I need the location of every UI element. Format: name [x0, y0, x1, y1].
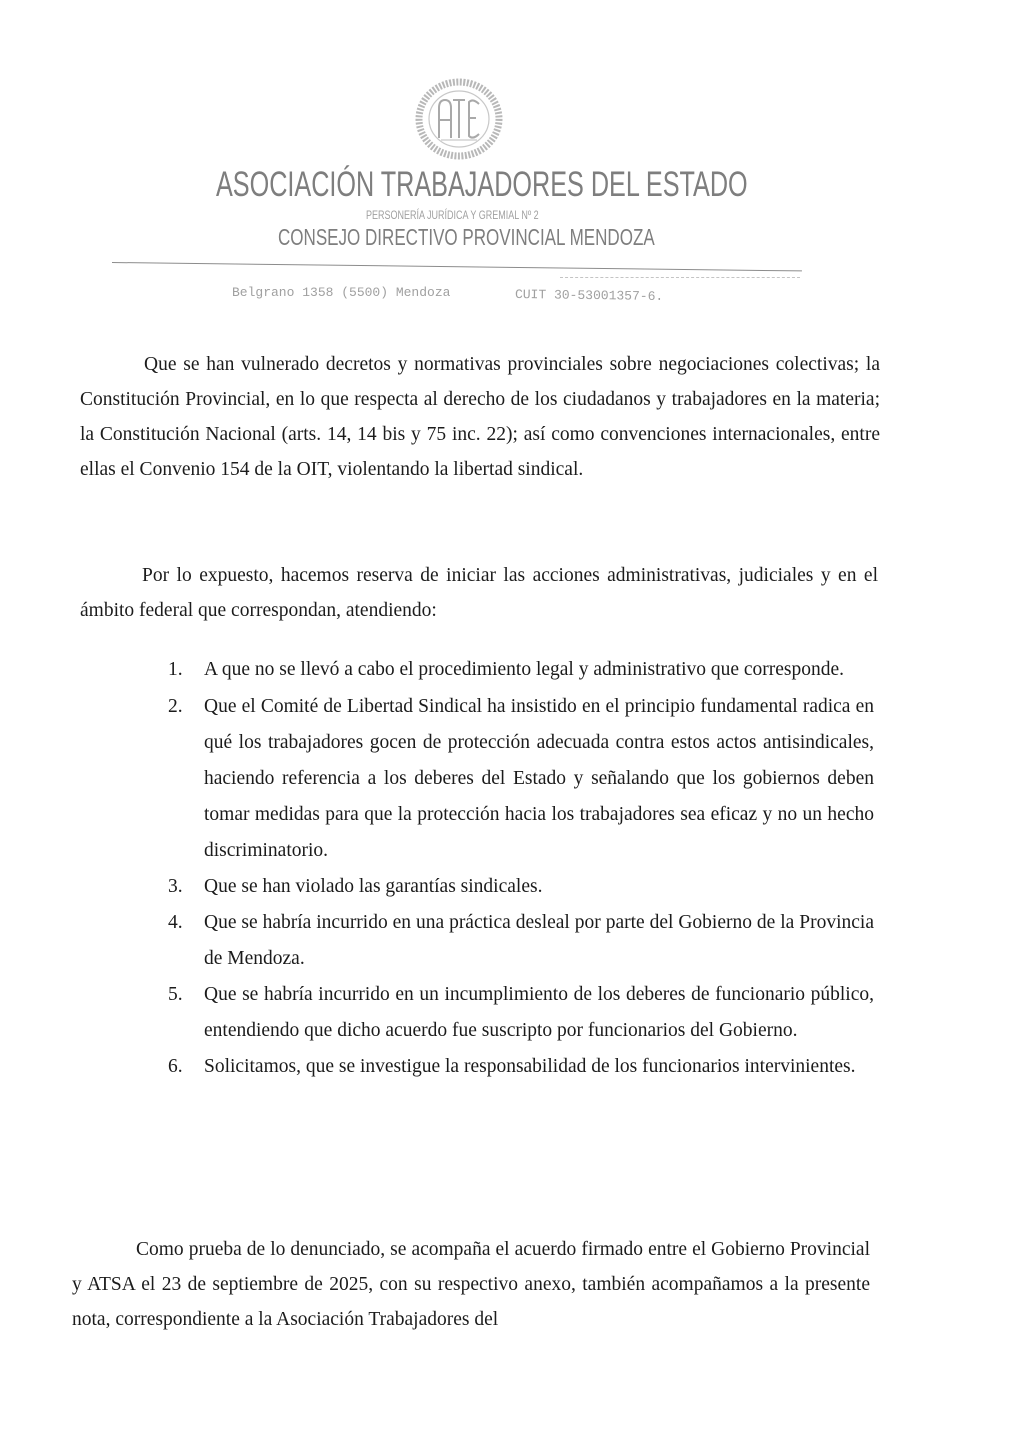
- list-number: 3.: [168, 876, 183, 897]
- list-number: 2.: [168, 696, 183, 717]
- list-text: Solicitamos, que se investigue la responsabilidad de los funcionarios intervinientes.: [204, 1056, 856, 1077]
- letterhead-divider-secondary: [560, 277, 800, 278]
- list-item: [168, 1049, 874, 1085]
- letterhead: [0, 0, 1019, 320]
- legal-status: PERSONERÍA JURÍDICA Y GREMIAL Nº 2: [366, 208, 539, 222]
- list-text: Que se habría incurrido en un incumplimiento de los deberes de funcionario público, entendiendo que dicho acuerdo fue suscripto por funcionarios del Gobierno.: [204, 984, 874, 1041]
- list-text: A que no se llevó a cabo el procedimiento legal y administrativo que corresponde.: [204, 659, 845, 680]
- list-text: Que el Comité de Libertad Sindical ha insistido en el principio fundamental radica en qué los trabajadores gocen de protección adecuada contra estos actos antisindicales, haciendo referencia a los deberes del Estado y señalando que los gobiernos deben tomar medidas para que la protección hacia los trabajadores sea eficaz y no un hecho discriminatorio.: [204, 696, 874, 861]
- address: Belgrano 1358 (5500) Mendoza: [232, 285, 451, 300]
- list-number: 1.: [168, 659, 183, 680]
- list-item: [168, 905, 874, 977]
- list-number: 4.: [168, 912, 183, 933]
- list-number: 6.: [168, 1056, 183, 1077]
- paragraph-reservation: Por lo expuesto, hacemos reserva de iniciar las acciones administrativas, judiciales y en el ámbito federal que correspondan, atendiendo:: [80, 565, 878, 621]
- list-text: Que se han violado las garantías sindicales.: [204, 876, 543, 897]
- cuit-number: CUIT 30-53001357-6.: [514, 286, 664, 305]
- list-item: [168, 652, 874, 688]
- letterhead-divider: [112, 262, 802, 271]
- list-item: [168, 689, 874, 869]
- grounds-list: [168, 652, 874, 1085]
- list-number: 5.: [168, 984, 183, 1005]
- organization-name: ASOCIACIÓN TRABAJADORES DEL ESTADO: [216, 165, 748, 204]
- ate-seal-logo: [415, 78, 503, 160]
- list-text: Que se habría incurrido en una práctica desleal por parte del Gobierno de la Provincia de Mendoza.: [204, 912, 874, 969]
- list-item: [168, 977, 874, 1049]
- paragraph-violations: Que se han vulnerado decretos y normativas provinciales sobre negociaciones colectivas; la Constitución Provincial, en lo que respecta al derecho de los ciudadanos y trabajadores en la materia; la Constitución Nacional (arts. 14, 14 bis y 75 inc. 22); así como convenciones internacionales, entre ellas el Convenio 154 de la OIT, violentando la libertad sindical.: [80, 354, 880, 480]
- paragraph-evidence: Como prueba de lo denunciado, se acompaña el acuerdo firmado entre el Gobierno Provincial y ATSA el 23 de septiembre de 2025, con su respectivo anexo, también acompañamos a la presente nota, correspondiente a la Asociación Trabajadores del: [72, 1239, 870, 1330]
- council-name: CONSEJO DIRECTIVO PROVINCIAL MENDOZA: [278, 224, 655, 250]
- list-item: [168, 869, 874, 905]
